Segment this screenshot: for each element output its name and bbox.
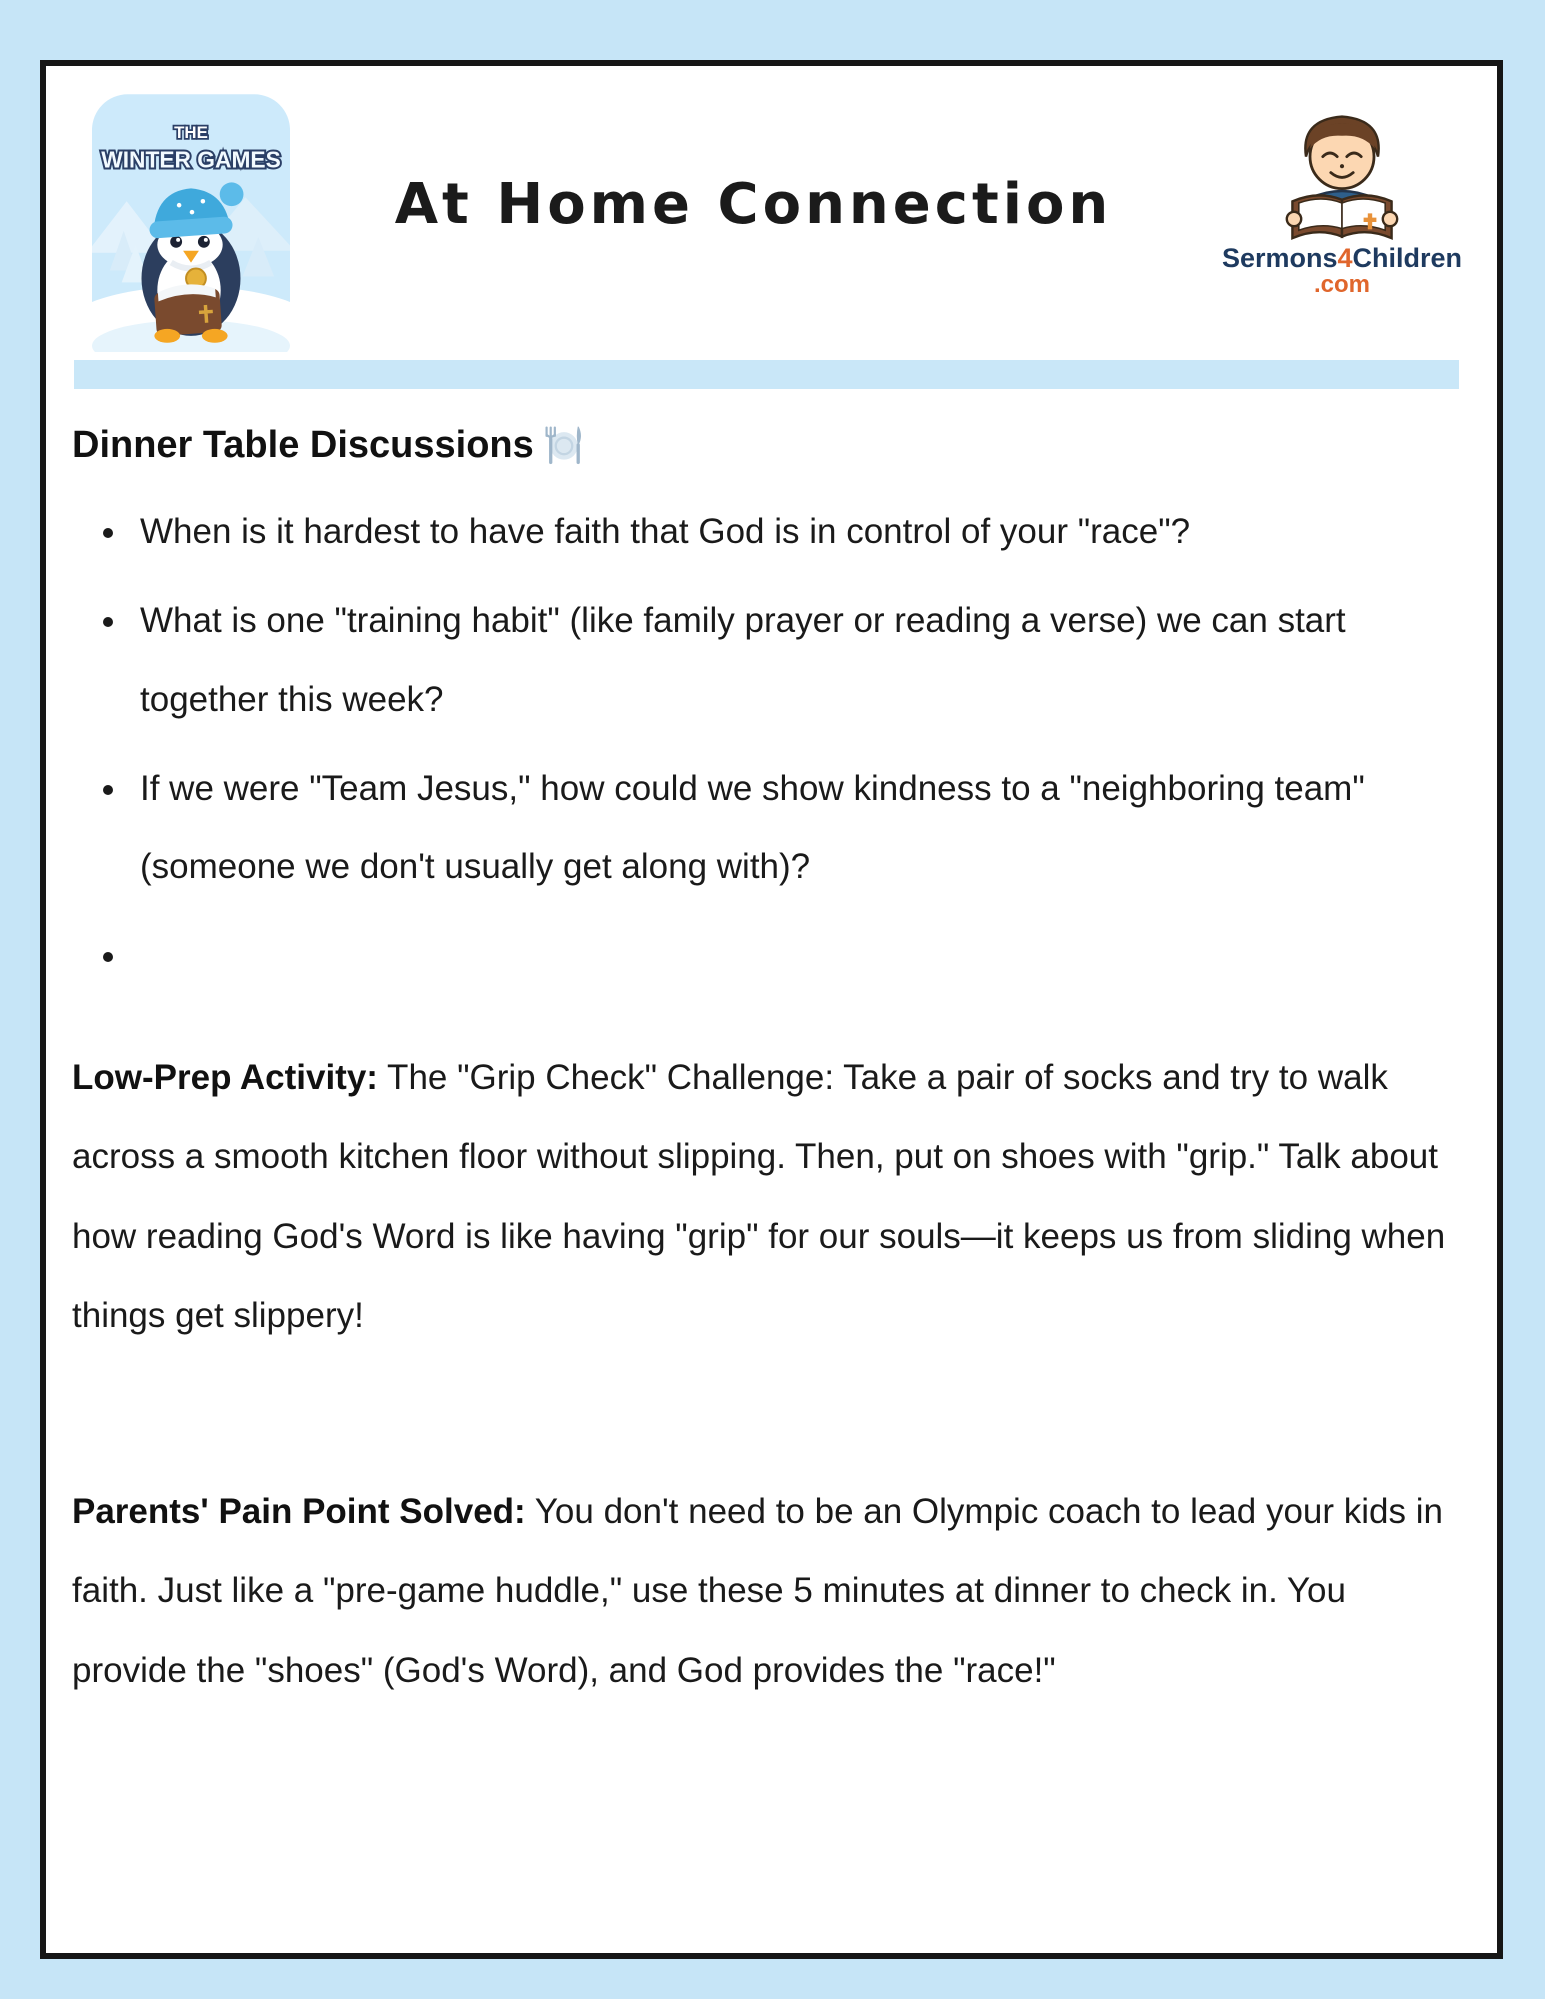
s4c-domain: .com: [1313, 271, 1370, 299]
low-prep-activity-paragraph: [72, 1038, 1447, 1356]
dinner-discussions-heading: [72, 423, 1457, 467]
divider-bar: [74, 360, 1459, 389]
content: [46, 423, 1497, 1710]
wg-logo-line2: WINTER GAMES: [101, 146, 281, 173]
sermons4children-logo: [1217, 106, 1467, 299]
discussion-bullet-1: • When is it hardest to have faith that God is in control of your "race"?: [130, 493, 1440, 572]
discussion-bullet-2: • What is one "training habit" (like family prayer or reading a verse) we can start together this week?: [130, 582, 1440, 740]
parents-pain-point-paragraph: [72, 1472, 1447, 1710]
parents-pain-point-text: You don't need to be an Olympic coach to lead your kids in faith. Just like a "pre-game huddle," use these 5 minutes at dinner to check in. You provide the "shoes" (God's Word), and God provides the "race!": [72, 1491, 1443, 1690]
page-title: At Home Connection: [394, 172, 1113, 237]
document-page: [40, 60, 1503, 1959]
discussion-bullet-4-empty: [130, 917, 1440, 996]
s4c-wordmark: [1217, 244, 1467, 272]
header: [46, 66, 1497, 352]
wg-logo-line1: THE: [174, 122, 208, 142]
winter-games-logo-icon: [92, 94, 290, 352]
s4c-wordmark-sermons: Sermons: [1221, 243, 1338, 273]
s4c-wordmark-4: 4: [1337, 243, 1353, 273]
low-prep-activity-text: The "Grip Check" Challenge: Take a pair of socks and try to walk across a smooth kitchen floor without slipping. Then, put on shoes with "grip." Talk about how reading God's Word is like having "grip" for our souls—it keeps us from sliding when things get slippery!: [72, 1058, 1446, 1336]
boy-reading-book-icon: [1262, 106, 1422, 244]
fork-knife-plate-icon: [542, 423, 586, 467]
s4c-wordmark-children: Children: [1352, 243, 1463, 273]
low-prep-activity-label: Low-Prep Activity:: [72, 1058, 378, 1097]
dinner-discussions-heading-text: Dinner Table Discussions: [72, 423, 534, 466]
parents-pain-point-label: Parents' Pain Point Solved:: [72, 1491, 526, 1531]
discussion-bullet-3: • If we were "Team Jesus," how could we show kindness to a "neighboring team" (someone we don't usually get along with)?: [130, 750, 1440, 908]
discussion-bullet-list: [72, 493, 1440, 996]
